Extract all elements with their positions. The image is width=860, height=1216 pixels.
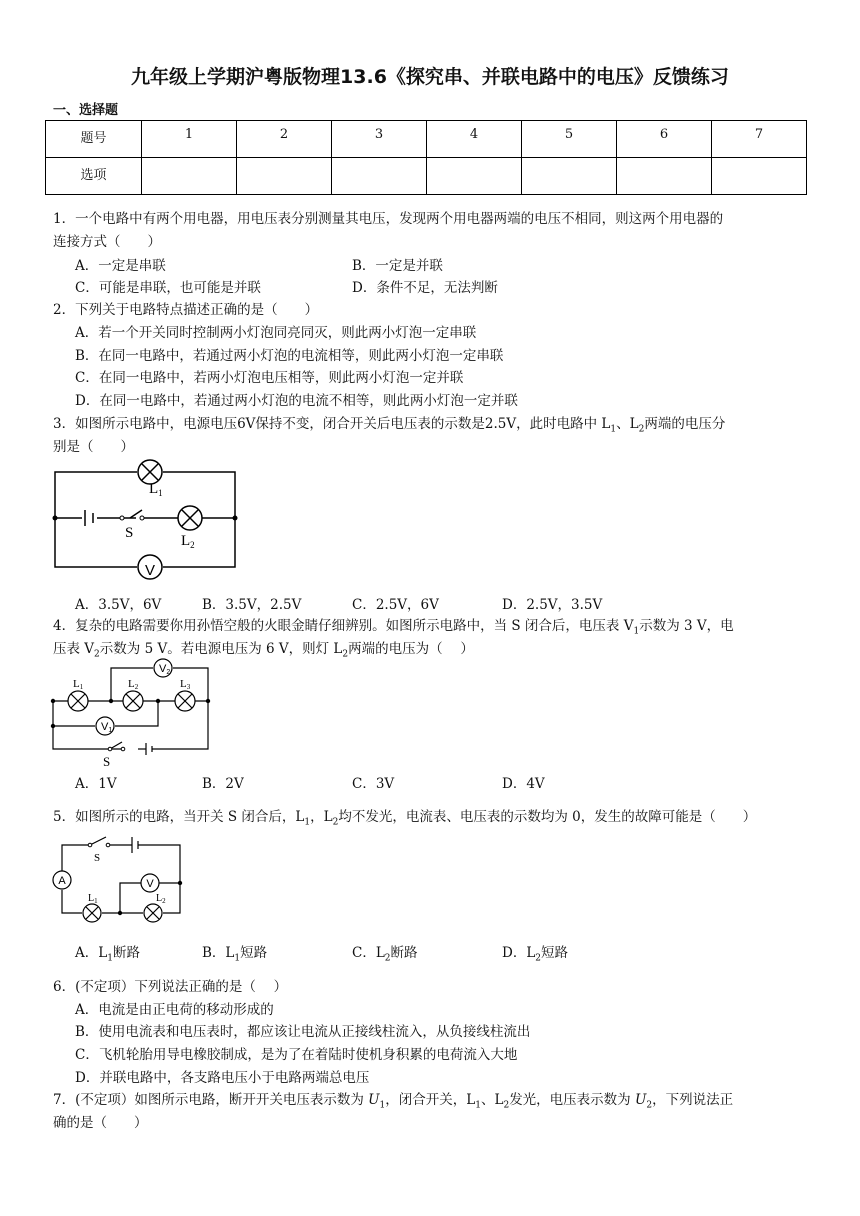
answer-cell[interactable] — [237, 158, 332, 195]
table-number: 2 — [237, 121, 332, 158]
page-title: 九年级上学期沪粤版物理13.6《探究串、并联电路中的电压》反馈练习 — [131, 66, 729, 88]
svg-text:S: S — [125, 525, 134, 541]
table-row — [46, 121, 807, 158]
svg-text:S: S — [103, 754, 111, 769]
table-number: 6 — [617, 121, 712, 158]
q4-option-a: A．1V — [75, 776, 117, 792]
q3-option-c: C．2.5V，6V — [352, 597, 439, 613]
q3-circuit-diagram — [50, 455, 250, 585]
q6-stem: 6．(不定项）下列说法正确的是（ ） — [53, 979, 288, 995]
table-row-label: 选项 — [46, 158, 142, 195]
q2-option-b: B．在同一电路中，若通过两小灯泡的电流相等，则此两小灯泡一定串联 — [75, 348, 504, 364]
svg-text:L2: $L_2$ — [156, 893, 166, 905]
q3-option-d: D．2.5V，3.5V — [502, 597, 603, 613]
q4-stem-line1: 4．复杂的电路需要你用孙悟空般的火眼金睛仔细辨别。如图所示电路中，当 S 闭合后，电压表 $V_1$示数为 3 V，电 — [53, 618, 734, 637]
q4-option-b: B．2V — [202, 776, 244, 792]
q2-option-d: D．在同一电路中，若通过两小灯泡的电流不相等，则此两小灯泡一定并联 — [75, 393, 518, 409]
table-number: 4 — [427, 121, 522, 158]
table-row — [46, 158, 807, 195]
q4-option-c: C．3V — [352, 776, 395, 792]
svg-text:V2: V2 — [159, 663, 171, 676]
table-number: 3 — [332, 121, 427, 158]
q5-option-b: B．$L_1$短路 — [202, 945, 268, 964]
table-number: 7 — [712, 121, 807, 158]
answer-cell[interactable] — [712, 158, 807, 195]
q1-option-c: C．可能是串联，也可能是并联 — [75, 280, 261, 296]
answer-cell[interactable] — [617, 158, 712, 195]
q4-circuit-diagram — [48, 658, 218, 770]
q3-stem-line1: 3．如图所示电路中，电源电压6V保持不变，闭合开关后电压表的示数是2.5V，此时电路中 $L_1$、$L_2$两端的电压分 — [53, 416, 726, 435]
table-header-label: 题号 — [46, 121, 142, 158]
svg-text:L1: $L_1$ — [88, 893, 98, 905]
answer-cell[interactable] — [427, 158, 522, 195]
section-heading: 一、选择题 — [53, 103, 119, 118]
table-number: 5 — [522, 121, 617, 158]
q4-option-d: D．4V — [502, 776, 545, 792]
q2-option-a: A．若一个开关同时控制两小灯泡同亮同灭，则此两小灯泡一定串联 — [75, 325, 477, 341]
svg-text:L2: $L_2$ — [181, 533, 195, 550]
q5-option-c: C．$L_2$断路 — [352, 945, 418, 964]
q3-option-a: A．3.5V，6V — [75, 597, 162, 613]
table-number: 1 — [142, 121, 237, 158]
q1-option-b: B．一定是并联 — [352, 258, 443, 274]
q7-stem-line1: 7．(不定项）如图所示电路，断开开关电压表示数为 $U_1$，闭合开关，$L_1$、$L_2$发光，电压表示数为 $U_2$，下列说法正 — [53, 1092, 734, 1111]
answer-table — [45, 120, 807, 195]
svg-text:V: V — [144, 562, 156, 579]
answer-cell[interactable] — [142, 158, 237, 195]
q5-stem: 5．如图所示的电路，当开关 S 闭合后，$L_1$，$L_2$均不发光，电流表、电压表的示数均为 0，发生的故障可能是（ ） — [53, 809, 757, 828]
q5-circuit-diagram — [50, 833, 190, 933]
q6-option-a: A．电流是由正电荷的移动形成的 — [75, 1002, 274, 1018]
q6-option-b: B．使用电流表和电压表时，都应该让电流从正接线柱流入，从负接线柱流出 — [75, 1024, 531, 1040]
q1-stem-line2: 连接方式（ ） — [53, 234, 161, 250]
q5-option-d: D．$L_2$短路 — [502, 945, 569, 964]
q4-stem-line2: 压表 $V_2$示数为 5 V。若电源电压为 6 V，则灯 $L_2$两端的电压为（ ） — [53, 641, 474, 660]
q1-option-a: A．一定是串联 — [75, 258, 166, 274]
q6-option-d: D．并联电路中，各支路电压小于电路两端总电压 — [75, 1070, 370, 1086]
q3-option-b: B．3.5V，2.5V — [202, 597, 302, 613]
svg-text:L1: L1 — [73, 678, 84, 691]
q6-option-c: C．飞机轮胎用导电橡胶制成，是为了在着陆时使机身积累的电荷流入大地 — [75, 1047, 518, 1063]
svg-text:S: S — [94, 852, 101, 864]
svg-text:L3: L3 — [180, 678, 191, 691]
answer-cell[interactable] — [522, 158, 617, 195]
svg-text:V1: V1 — [101, 721, 113, 734]
q5-option-a: A．$L_1$断路 — [75, 945, 140, 964]
svg-text:V: V — [146, 878, 154, 890]
q1-stem-line1: 1．一个电路中有两个用电器，用电压表分别测量其电压，发现两个用电器两端的电压不相同，则这两个用电器的 — [53, 211, 724, 227]
q1-option-d: D．条件不足，无法判断 — [352, 280, 498, 296]
q7-stem-line2: 确的是（ ） — [53, 1115, 148, 1131]
svg-text:A: A — [58, 875, 66, 887]
answer-cell[interactable] — [332, 158, 427, 195]
q3-stem-line2: 别是（ ） — [53, 439, 134, 455]
svg-text:L1: $L_1$ — [149, 481, 163, 498]
q2-option-c: C．在同一电路中，若两小灯泡电压相等，则此两小灯泡一定并联 — [75, 370, 464, 386]
q2-stem: 2．下列关于电路特点描述正确的是（ ） — [53, 302, 319, 318]
svg-text:L2: L2 — [128, 678, 139, 691]
